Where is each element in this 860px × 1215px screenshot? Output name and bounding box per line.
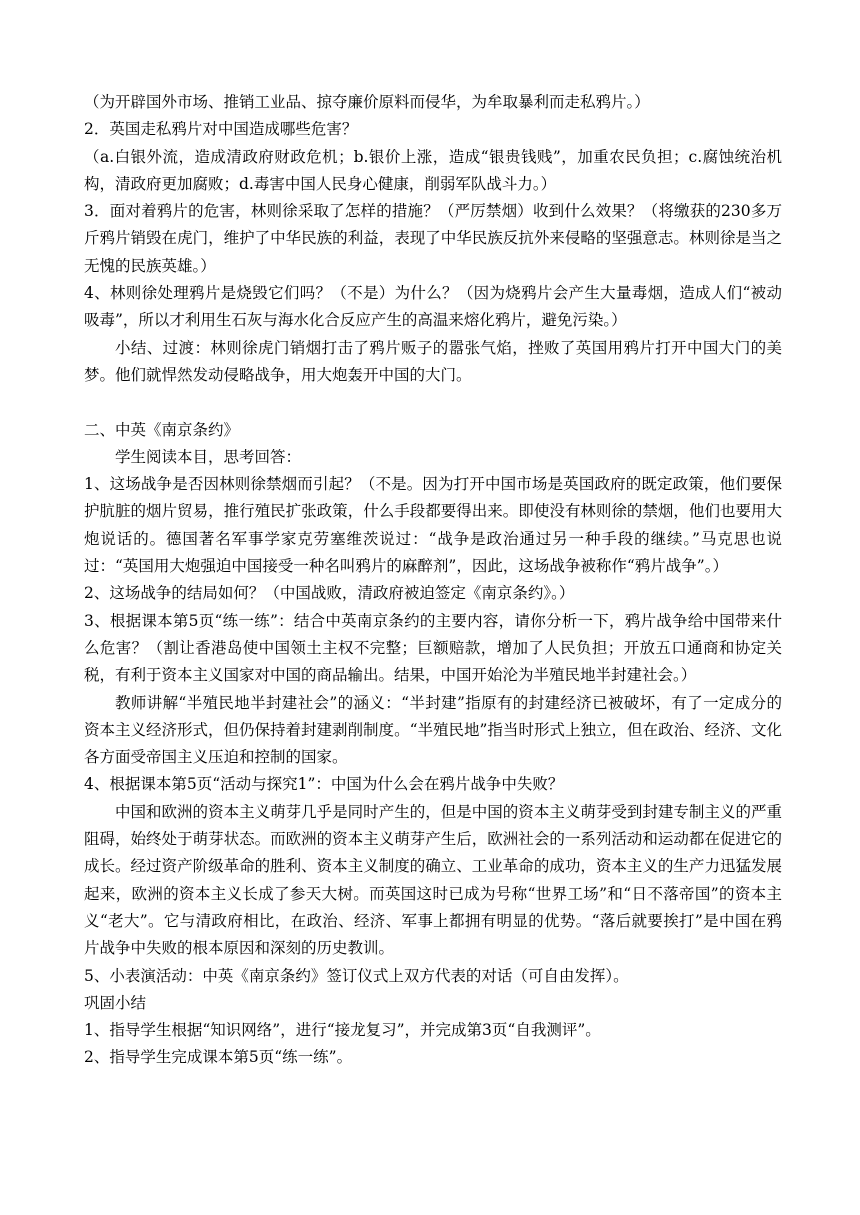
section2-question-1: 1、这场战争是否因林则徐禁烟而引起？（不是。因为打开中国市场是英国政府的既定政策，他们要保护肮脏的烟片贸易，推行殖民扩张政策，什么手段都要得出来。即使没有林则徐的禁烟，他们也要用大炮说话的。德国著名军事学家克劳塞维茨说过：“战争是政治通过另一种手段的继续。”马克思也说过：“英国用大炮强迫中国接受一种名叫鸦片的麻醉剂”，因此，这场战争被称作“鸦片战争”。） xyxy=(84,475,782,576)
question-3: 3．面对着鸦片的危害，林则徐采取了怎样的措施？（严厉禁烟）收到什么效果？（将缴获的230多万斤鸦片销毁在虎门，维护了中华民族的利益，表现了中华民族反抗外来侵略的坚强意志。林则徐是当之无愧的民族英雄。） xyxy=(84,202,782,275)
summary-transition: 小结、过渡：林则徐虎门销烟打击了鸦片贩子的嚣张气焰，挫败了英国用鸦片打开中国大门的美梦。他们就悍然发动侵略战争，用大炮轰开中国的大门。 xyxy=(84,338,782,384)
question-2: 2．英国走私鸦片对中国造成哪些危害？ xyxy=(84,120,358,139)
section2-question-3: 3、根据课本第5页“练一练”：结合中英南京条约的主要内容，请你分析一下，鸦片战争给中国带来什么危害？（割让香港岛使中国领土主权不完整；巨额赔款，增加了人民负担；开放五口通商和协定关税，有利于资本主义国家对中国的商品输出。结果，中国开始沦为半殖民地半封建社会。） xyxy=(84,611,782,685)
consolidation-heading: 巩固小结 xyxy=(84,993,147,1012)
teacher-explanation: 教师讲解“半殖民地半封建社会”的涵义：“半封建”指原有的封建经济已被破坏，有了一定成分的资本主义经济形式，但仍保持着封建剥削制度。“半殖民地”指当时形式上独立，但在政治、经济、文化各方面受帝国主义压迫和控制的国家。 xyxy=(84,693,782,767)
answer-paragraph-2: （a.白银外流，造成清政府财政危机；b.银价上涨，造成“银贵钱贱”，加重农民负担；c.腐蚀统治机构，清政府更加腐败；d.毒害中国人民身心健康，削弱军队战斗力。） xyxy=(84,147,782,193)
answer-paragraph-1: （为开辟国外市场、推销工业品、掠夺廉价原料而侵华，为牟取暴利而走私鸦片。） xyxy=(84,93,650,111)
section-heading-nanjing-treaty: 二、中英《南京条约》 xyxy=(84,420,240,439)
question-4-answer: 中国和欧洲的资本主义萌芽几乎是同时产生的，但是中国的资本主义萌芽受到封建专制主义的严重阻碍，始终处于萌芽状态。而欧洲的资本主义萌芽产生后，欧洲社会的一系列活动和运动都在促进它的成长。经过资产阶级革命的胜利、资本主义制度的确立、工业革命的成功，资本主义的生产力迅猛发展起来，欧洲的资本主义长成了参天大树。而英国这时已成为号称“世界工场”和“日不落帝国”的资本主义“老大”。它与清政府相比，在政治、经济、军事上都拥有明显的优势。“落后就要挨打”是中国在鸦片战争中失败的根本原因和深刻的历史教训。 xyxy=(84,802,782,958)
consolidation-item-1: 1、指导学生根据“知识网络”，进行“接龙复习”，并完成第3页“自我测评”。 xyxy=(84,1021,601,1040)
consolidation-item-2: 2、指导学生完成课本第5页“练一练”。 xyxy=(84,1048,353,1067)
blank-line xyxy=(84,389,782,416)
question-4: 4、林则徐处理鸦片是烧毁它们吗？（不是）为什么？（因为烧鸦片会产生大量毒烟，造成人们“被动吸毒”，所以才利用生石灰与海水化合反应产生的高温来熔化鸦片，避免污染。） xyxy=(84,284,782,330)
reading-instruction: 学生阅读本目，思考回答： xyxy=(115,447,302,466)
section2-item-5: 5、小表演活动：中英《南京条约》签订仪式上双方代表的对话（可自由发挥）。 xyxy=(84,966,629,985)
section2-question-2: 2、这场战争的结局如何？（中国战败，清政府被迫签定《南京条约》。） xyxy=(84,584,575,603)
section2-question-4: 4、根据课本第5页“活动与探究1”：中国为什么会在鸦片战争中失败？ xyxy=(84,775,564,794)
document-page xyxy=(84,89,782,1072)
